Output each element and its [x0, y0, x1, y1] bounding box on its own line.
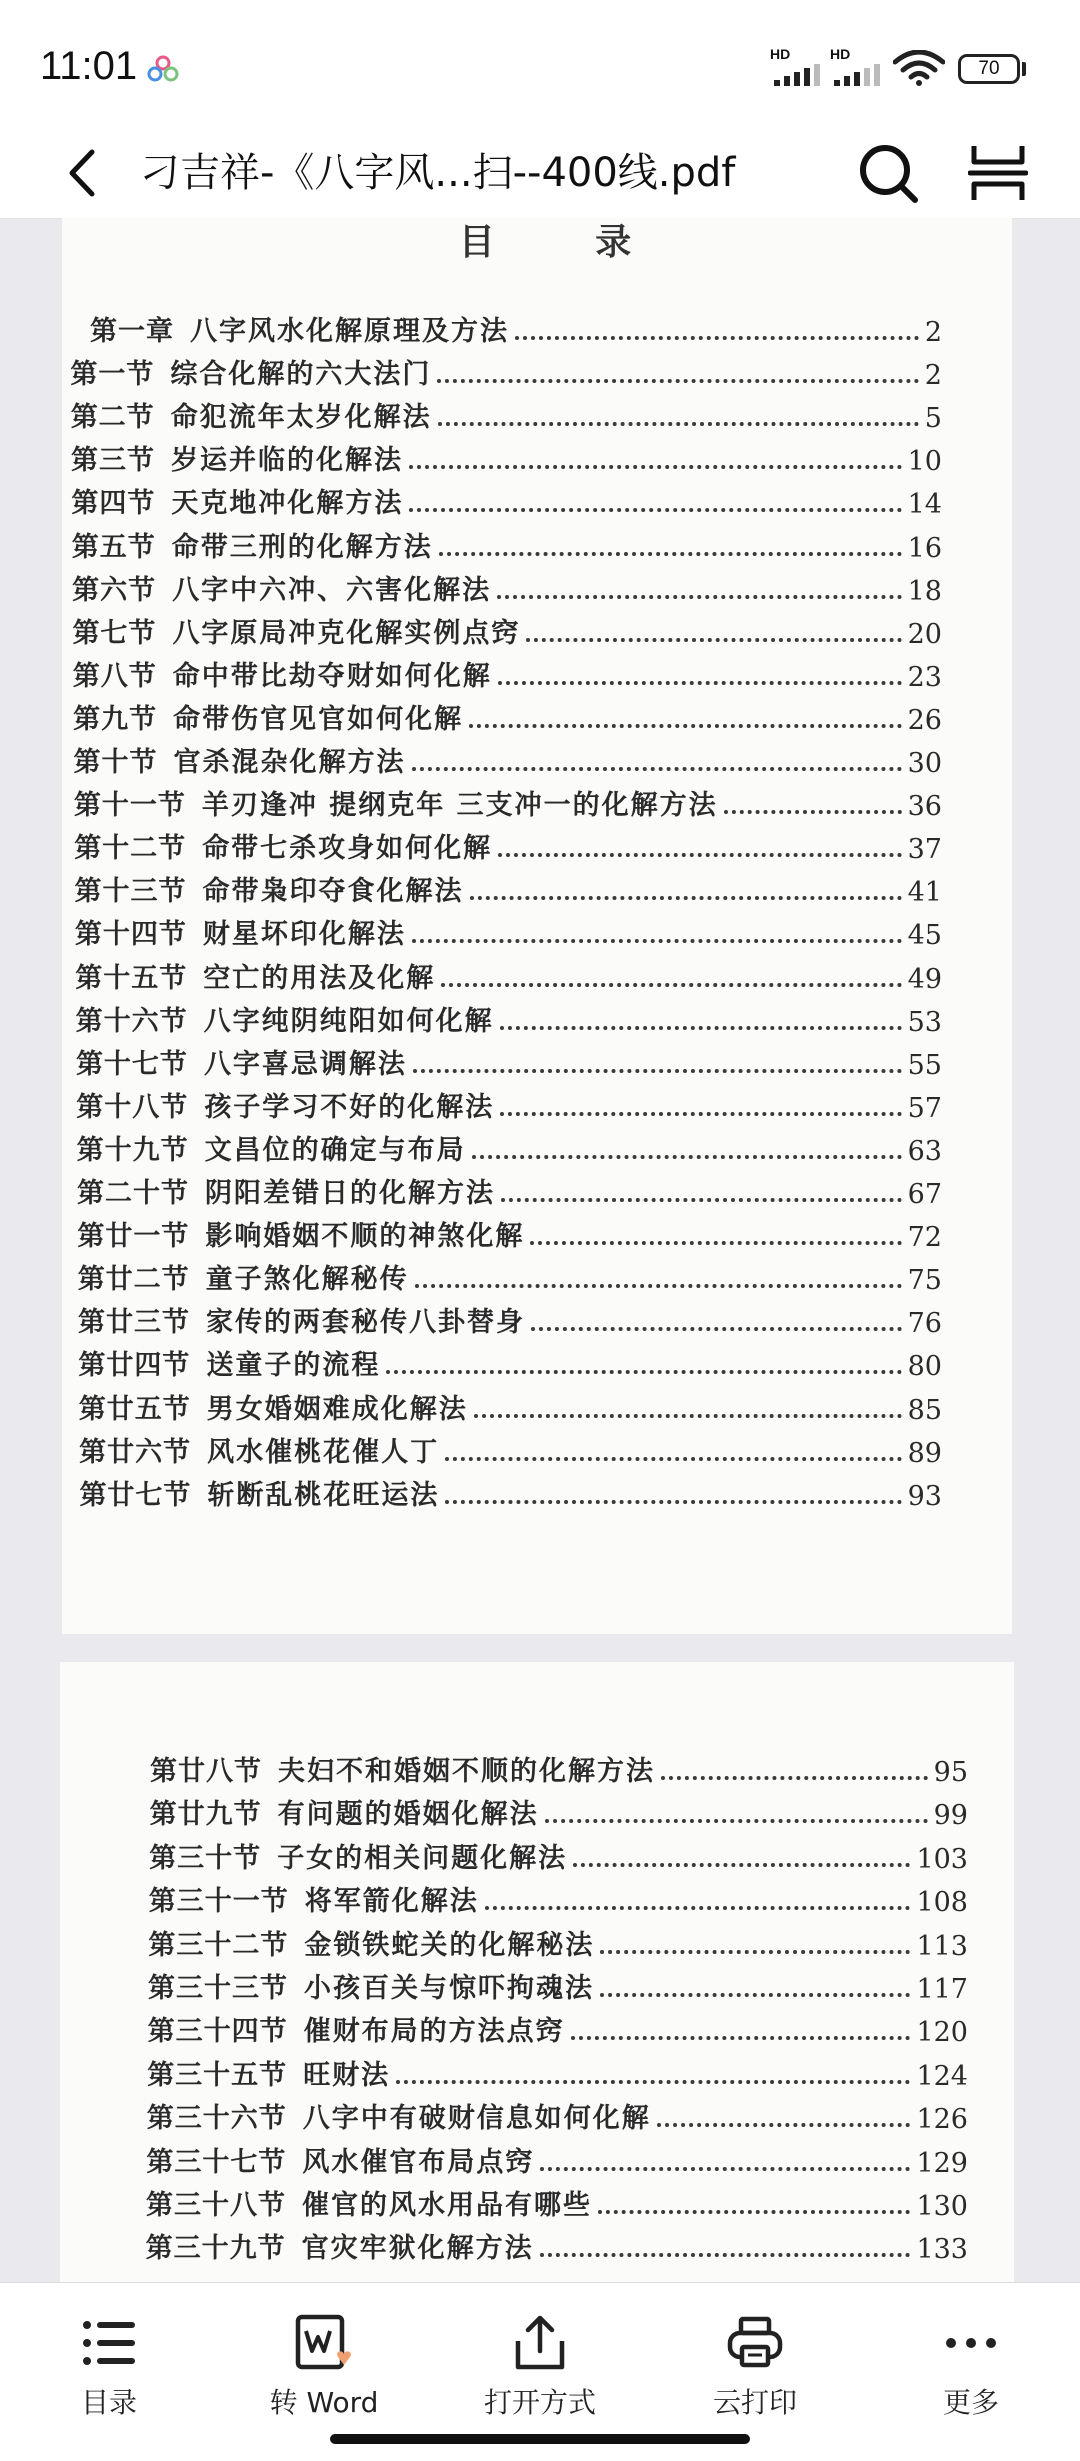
- toc-entry-title: 命带七杀攻身如何化解: [202, 833, 493, 865]
- toc-entry-title: 命带伤官见官如何化解: [173, 703, 464, 735]
- toc-entry-page: 57: [907, 1092, 942, 1124]
- toc-entry[interactable]: [74, 784, 942, 822]
- toc-entry-label: 第一节: [70, 359, 155, 391]
- toc-entry-page: 113: [916, 1930, 968, 1962]
- toc-entry-label: 第廿八节: [150, 1756, 262, 1787]
- toc-entry[interactable]: [76, 1000, 942, 1038]
- word-convert-icon: [294, 2313, 354, 2373]
- toc-entry-page: 36: [907, 791, 942, 823]
- toc-entry[interactable]: [71, 396, 942, 434]
- printer-icon: [725, 2313, 785, 2373]
- toc-leader-dots: [571, 2036, 911, 2040]
- toc-entry-title: 子女的相关问题化解法: [277, 1842, 568, 1874]
- toc-entry-page: 72: [907, 1222, 942, 1254]
- toc-entry[interactable]: [75, 957, 942, 995]
- toc-entry-label: 第七节: [72, 617, 157, 649]
- toolbar-item-word[interactable]: [239, 2283, 409, 2433]
- toc-entry-title: 送童子的流程: [206, 1350, 381, 1382]
- toc-entry-page: 117: [916, 1974, 968, 2005]
- toc-entry-label: 第三节: [71, 445, 156, 477]
- toc-entry-label: 第十节: [73, 747, 158, 778]
- toc-entry[interactable]: [73, 655, 942, 693]
- toc-entry[interactable]: [148, 1924, 968, 1962]
- toc-entry-label: 第廿五节: [78, 1393, 191, 1425]
- toc-entry-page: 93: [907, 1480, 942, 1512]
- toc-entry-label: 第廿二节: [77, 1264, 190, 1296]
- toc-entry-label: 第十九节: [76, 1134, 189, 1166]
- toc-leader-dots: [441, 983, 901, 987]
- toc-entry[interactable]: [77, 1215, 942, 1253]
- toc-heading: 目 录: [458, 221, 676, 263]
- toc-leader-dots: [474, 1414, 902, 1418]
- toc-entry-label: 第九节: [73, 703, 158, 735]
- toc-entry-label: 第十四节: [74, 919, 187, 951]
- toc-entry[interactable]: [76, 1086, 942, 1124]
- toc-entry-label: 第三十一节: [148, 1886, 289, 1918]
- toc-entry-label: 第一章: [90, 316, 174, 347]
- toc-leader-dots: [540, 2167, 910, 2171]
- home-indicator: [330, 2434, 750, 2444]
- toc-entry-page: 120: [916, 2017, 968, 2049]
- list-icon: [79, 2313, 139, 2373]
- toc-entry-page: 75: [907, 1265, 942, 1297]
- toc-entry-title: 八字原局冲克化解实例点窍: [172, 617, 521, 649]
- toc-entry-page: 80: [907, 1351, 942, 1383]
- toc-entry-title: 风水催官布局点窍: [302, 2146, 535, 2178]
- back-icon[interactable]: [58, 138, 106, 208]
- toc-entry-page: 5: [924, 403, 942, 435]
- toc-entry-page: 23: [907, 661, 942, 693]
- toc-leader-dots: [526, 638, 901, 642]
- toc-entry-label: 第廿六节: [79, 1436, 192, 1468]
- toolbar-label: 云打印: [712, 2386, 797, 2419]
- toc-entry[interactable]: [74, 741, 943, 779]
- toc-entry-label: 第三十五节: [147, 2059, 288, 2091]
- toc-entry-page: 20: [907, 618, 942, 650]
- toc-entry-title: 命带枭印夺食化解法: [202, 876, 464, 908]
- toc-entry-title: 空亡的用法及化解: [203, 962, 436, 994]
- toc-entry-title: 将军箭化解法: [304, 1886, 479, 1918]
- toc-entry-title: 有问题的婚姻化解法: [277, 1799, 539, 1831]
- toc-entry[interactable]: [71, 439, 942, 477]
- toc-entry[interactable]: [77, 1129, 942, 1167]
- toc-leader-dots: [498, 681, 902, 685]
- toc-entry[interactable]: [75, 913, 942, 951]
- toc-entry[interactable]: [71, 482, 942, 520]
- toc-entry-title: 小孩百关与惊吓拘魂法: [304, 1973, 594, 2004]
- toc-entry-label: 第四节: [71, 488, 156, 520]
- toc-entry-page: 55: [907, 1049, 942, 1081]
- toc-entry-page: 95: [933, 1757, 968, 1788]
- toolbar-label: 更多: [942, 2386, 999, 2419]
- toc-entry-label: 第十六节: [75, 1005, 188, 1037]
- toc-entry-title: 催官的风水用品有哪些: [302, 2190, 592, 2221]
- toc-entry-page: 26: [907, 704, 942, 736]
- toc-entry[interactable]: [90, 310, 942, 348]
- toc-entry-title: 八字风水化解原理及方法: [190, 316, 509, 347]
- toc-entry-title: 命带三刑的化解方法: [171, 531, 433, 563]
- toc-entry-page: 10: [907, 446, 942, 478]
- toc-entry-title: 童子煞化解秘传: [205, 1264, 409, 1296]
- toc-leader-dots: [501, 1198, 902, 1202]
- toc-entry-title: 命犯流年太岁化解法: [170, 402, 432, 434]
- toc-leader-dots: [724, 810, 902, 814]
- toolbar-label: 打开方式: [483, 2386, 596, 2419]
- toc-entry-page: 76: [907, 1308, 942, 1340]
- toc-entry-page: 53: [907, 1006, 942, 1038]
- toc-entry[interactable]: [79, 1474, 942, 1512]
- toolbar-item-more[interactable]: [886, 2283, 1056, 2433]
- toc-entry-title: 家传的两套秘传八卦替身: [206, 1307, 526, 1339]
- toc-entry-label: 第六节: [72, 574, 157, 606]
- toc-leader-dots: [415, 1284, 902, 1288]
- toc-entry[interactable]: [78, 1301, 942, 1339]
- toc-entry-label: 第廿一节: [77, 1221, 190, 1253]
- toc-entry-title: 八字中六冲、六害化解法: [172, 574, 492, 606]
- toc-entry-label: 第廿七节: [79, 1479, 192, 1511]
- toc-entry-label: 第三十六节: [146, 2103, 287, 2135]
- toc-entry-label: 第十八节: [76, 1091, 189, 1123]
- toc-entry-page: 126: [916, 2104, 968, 2136]
- toc-entry-label: 第二十节: [77, 1178, 189, 1209]
- toolbar-item-open-with[interactable]: [455, 2283, 625, 2433]
- toc-leader-dots: [600, 1950, 910, 1954]
- toc-entry-page: 63: [907, 1135, 942, 1167]
- toc-entry[interactable]: [78, 1258, 942, 1296]
- toc-entry-page: 14: [907, 489, 942, 521]
- toc-entry-title: 文昌位的确定与布局: [204, 1134, 466, 1166]
- toolbar-label: 目录: [80, 2386, 137, 2419]
- toc-leader-dots: [540, 2253, 911, 2257]
- toc-entry-page: 130: [916, 2191, 968, 2222]
- toc-entry-label: 第三十八节: [146, 2190, 286, 2221]
- toc-entry-title: 八字纯阴纯阳如何化解: [203, 1005, 494, 1037]
- toc-leader-dots: [409, 508, 901, 512]
- toc-leader-dots: [438, 422, 919, 426]
- toc-leader-dots: [600, 1993, 910, 1997]
- toc-entry-label: 第三十二节: [148, 1929, 289, 1961]
- toc-entry-title: 岁运并临的化解法: [171, 445, 404, 477]
- toc-leader-dots: [573, 1863, 910, 1867]
- toc-entry-title: 阴阳差错日的化解方法: [205, 1178, 495, 1209]
- toc-entry-label: 第八节: [72, 660, 157, 692]
- toc-entry-page: 49: [907, 963, 942, 995]
- toc-entry-page: 18: [907, 575, 942, 607]
- toc-entry[interactable]: [146, 2141, 968, 2179]
- toc-entry[interactable]: [146, 2227, 968, 2265]
- toc-entry[interactable]: [148, 1967, 968, 2005]
- toc-entry[interactable]: [146, 2184, 968, 2222]
- battery-level: 70: [978, 58, 1000, 79]
- battery-tip: [1022, 62, 1026, 76]
- toc-leader-dots: [445, 1500, 901, 1504]
- sim1-hd-label: HD: [770, 46, 791, 62]
- toc-leader-dots: [661, 1776, 928, 1780]
- toc-entry-label: 第五节: [71, 531, 156, 563]
- toolbar-item-cloud-print[interactable]: [670, 2283, 840, 2433]
- toc-entry[interactable]: [75, 870, 942, 908]
- toc-leader-dots: [412, 939, 902, 943]
- toc-entry[interactable]: [147, 2097, 968, 2135]
- toc-leader-dots: [500, 1112, 901, 1116]
- toc-entry-title: 影响婚姻不顺的神煞化解: [205, 1221, 525, 1253]
- toc-entry-title: 八字中有破财信息如何化解: [302, 2103, 651, 2135]
- top-app-bar: [0, 130, 1080, 219]
- toc-entry-label: 第三十七节: [146, 2146, 287, 2178]
- toc-entry-title: 天克地冲化解方法: [171, 488, 404, 520]
- toc-entry-label: 第三十三节: [148, 1973, 288, 2004]
- toc-leader-dots: [530, 1241, 901, 1245]
- toc-entry[interactable]: [77, 1172, 942, 1210]
- toc-leader-dots: [437, 379, 918, 383]
- toc-entry-title: 斩断乱桃花旺运法: [207, 1479, 440, 1511]
- search-icon[interactable]: [855, 140, 921, 206]
- pdf-page-1[interactable]: [62, 218, 1012, 1634]
- toc-leader-dots: [445, 1457, 902, 1461]
- toc-entry-page: 45: [907, 920, 942, 952]
- toc-leader-dots: [386, 1370, 901, 1374]
- toc-entry-page: 67: [907, 1179, 942, 1210]
- toc-leader-dots: [497, 595, 902, 599]
- toc-entry-title: 催财布局的方法点窍: [303, 2016, 565, 2048]
- toc-entry-title: 羊刃逢冲 提纲克年 三支冲一的化解方法: [201, 790, 718, 822]
- toc-entry[interactable]: [149, 1880, 968, 1918]
- toc-entry-label: 第十三节: [74, 876, 187, 908]
- toc-entry-label: 第十五节: [75, 962, 188, 994]
- toc-entry-title: 金锁铁蛇关的化解秘法: [304, 1929, 595, 1961]
- toc-leader-dots: [472, 1155, 902, 1159]
- toolbar-item-toc[interactable]: [24, 2283, 194, 2433]
- toc-leader-dots: [412, 767, 902, 771]
- toc-entry-page: 37: [907, 834, 942, 866]
- toc-leader-dots: [469, 724, 901, 728]
- wifi-icon: [893, 50, 945, 86]
- toc-entry-page: 2: [924, 360, 942, 392]
- toc-leader-dots: [413, 1069, 902, 1073]
- toc-entry-page: 16: [907, 532, 942, 564]
- toc-leader-dots: [409, 465, 902, 469]
- toc-entry[interactable]: [76, 1043, 942, 1081]
- toc-entry-page: 30: [907, 748, 942, 779]
- toc-leader-dots: [657, 2123, 911, 2127]
- toc-entry-label: 第三十四节: [147, 2016, 288, 2048]
- toc-leader-dots: [500, 1026, 902, 1030]
- toc-entry[interactable]: [79, 1388, 942, 1426]
- sim2-hd-label: HD: [830, 46, 851, 62]
- toc-leader-dots: [515, 336, 919, 340]
- toc-entry-page: 89: [907, 1437, 942, 1469]
- toc-leader-dots: [470, 896, 902, 900]
- toc-entry[interactable]: [78, 1344, 942, 1382]
- toc-entry-page: 85: [907, 1394, 942, 1426]
- share-icon: [510, 2313, 570, 2373]
- toc-leader-dots: [485, 1906, 911, 1910]
- toc-entry-title: 综合化解的六大法门: [170, 359, 432, 391]
- toc-entry[interactable]: [72, 526, 942, 564]
- toc-leader-dots: [498, 853, 901, 857]
- toc-entry-label: 第三十节: [149, 1842, 262, 1874]
- app-flower-icon: [145, 54, 181, 86]
- toc-entry-page: 129: [916, 2147, 968, 2179]
- toc-entry[interactable]: [72, 612, 942, 650]
- toc-entry-page: 99: [933, 1800, 968, 1832]
- toc-entry[interactable]: [148, 2010, 968, 2048]
- toc-leader-dots: [396, 2080, 910, 2084]
- toc-entry[interactable]: [147, 2054, 968, 2092]
- toc-entry-page: 2: [924, 317, 942, 348]
- toc-entry[interactable]: [149, 1837, 968, 1875]
- toc-entry[interactable]: [72, 569, 942, 607]
- toc-leader-dots: [545, 1819, 928, 1823]
- toc-entry[interactable]: [70, 353, 942, 391]
- scan-icon[interactable]: [968, 142, 1028, 204]
- status-bar: [0, 0, 1080, 130]
- toc-entry-label: 第廿三节: [78, 1307, 191, 1339]
- toc-entry-title: 风水催桃花催人丁: [207, 1436, 440, 1468]
- toc-entry-title: 夫妇不和婚姻不顺的化解方法: [278, 1756, 655, 1787]
- battery-icon: [958, 54, 1020, 84]
- toc-entry[interactable]: [74, 827, 942, 865]
- toc-entry-title: 命中带比劫夺财如何化解: [172, 660, 492, 692]
- toc-entry[interactable]: [150, 1793, 968, 1831]
- toc-entry-title: 财星坏印化解法: [202, 919, 406, 951]
- toc-leader-dots: [598, 2210, 910, 2214]
- toc-entry-label: 第十二节: [74, 833, 187, 865]
- toc-entry-title: 官杀混杂化解方法: [173, 747, 406, 778]
- toc-entry-title: 男女婚姻难成化解法: [206, 1393, 468, 1425]
- toc-entry-page: 103: [916, 1843, 968, 1875]
- document-title: 刁吉祥-《八字风...扫--400线.pdf: [140, 150, 736, 196]
- toc-entry[interactable]: [150, 1750, 968, 1788]
- toc-entry-title: 旺财法: [303, 2059, 391, 2091]
- toc-entry-title: 八字喜忌调解法: [203, 1048, 407, 1080]
- toolbar-label: 转 Word: [269, 2386, 379, 2419]
- toc-entry[interactable]: [73, 698, 942, 736]
- toc-leader-dots: [531, 1327, 902, 1331]
- toc-entry-page: 124: [916, 2060, 968, 2092]
- toc-entry-label: 第廿九节: [149, 1799, 262, 1831]
- toc-entry-label: 第三十九节: [145, 2233, 286, 2265]
- toc-entry-label: 第二节: [70, 402, 155, 434]
- status-time: 11:01: [40, 44, 138, 88]
- toc-entry-label: 第十七节: [75, 1048, 188, 1080]
- toc-entry-page: 133: [916, 2234, 968, 2266]
- pdf-page-2[interactable]: [60, 1662, 1014, 2282]
- toc-entry-page: 41: [907, 877, 942, 909]
- toc-entry-title: 孩子学习不好的化解法: [204, 1091, 495, 1123]
- toc-entry-page: 108: [916, 1887, 968, 1919]
- toc-entry[interactable]: [79, 1431, 942, 1469]
- toc-entry-label: 第十一节: [73, 790, 186, 822]
- toc-leader-dots: [439, 552, 902, 556]
- toc-entry-label: 第廿四节: [78, 1350, 191, 1382]
- more-icon: [941, 2313, 1001, 2373]
- toc-entry-title: 官灾牢狱化解方法: [301, 2233, 534, 2265]
